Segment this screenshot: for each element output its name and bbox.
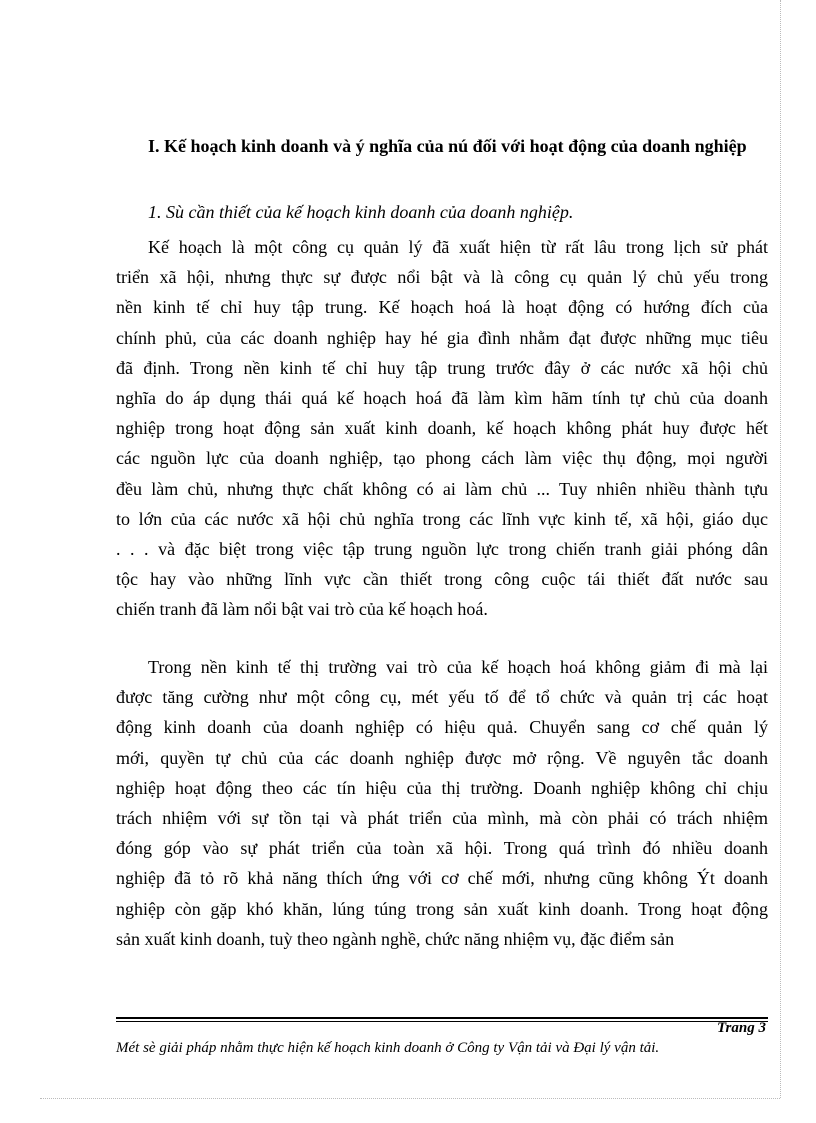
page-number: Trang 3 [716, 1020, 766, 1036]
paragraph-line: nền kinh tế chỉ huy tập trung. Kế hoạch hoá là hoạt động có hướng đích của [116, 297, 768, 318]
paragraph-1 [116, 232, 768, 625]
paragraph-line: triển xã hội, nhưng thực sự được nổi bật và là công cụ quản lý chủ yếu trong [116, 267, 768, 288]
paragraph-line: nghiệp còn gặp khó khăn, lúng túng trong sản xuất kinh doanh. Trong hoạt động [116, 898, 768, 919]
paragraph-line: nghiệp hoạt động theo các tín hiệu của thị trường. Doanh nghiệp không chỉ chịu [116, 777, 768, 798]
paragraph-line: chính phủ, của các doanh nghiệp hay hé gia đình nhằm đạt được những mục tiêu [116, 327, 768, 348]
paragraph-line: tộc hay vào những lĩnh vực cần thiết trong công cuộc tái thiết đất nước sau [116, 569, 768, 590]
footer-divider-thin [116, 1021, 768, 1022]
subsection-heading: 1. Sù cần thiết của kế hoạch kinh doanh của doanh nghiệp. [148, 202, 574, 222]
section-heading: I. Kế hoạch kinh doanh và ý nghĩa của nú đối với hoạt động của doanh nghiệp [148, 136, 747, 156]
footer-title: Mét sè giải pháp nhằm thực hiện kế hoạch kinh doanh ở Công ty Vận tải và Đại lý vận tải. [116, 1040, 660, 1056]
page-border-right [780, 0, 781, 1098]
paragraph-line: nghiệp trong hoạt động sản xuất kinh doanh, kế hoạch không phát huy được hết [116, 418, 768, 439]
footer-divider [116, 1017, 768, 1019]
paragraph-line: to lớn của các nước xã hội chủ nghĩa trong các lĩnh vực kinh tế, xã hội, giáo dục [116, 508, 768, 529]
paragraph-line: Kế hoạch là một công cụ quản lý đã xuất hiện từ rất lâu trong lịch sử phát [148, 237, 768, 257]
paragraph-line: . . . và đặc biệt trong việc tập trung nguồn lực trong chiến tranh giải phóng dân [116, 539, 768, 560]
paragraph-line: sản xuất kinh doanh, tuỳ theo ngành nghề, chức năng nhiệm vụ, đặc điểm sản [116, 928, 675, 949]
paragraph-line: nghĩa do áp dụng thái quá kế hoạch hoá đã làm kìm hãm tính tự chủ của doanh [116, 388, 768, 409]
paragraph-line: động kinh doanh của doanh nghiệp có hiệu quả. Chuyển sang cơ chế quản lý [116, 717, 768, 738]
paragraph-line: trách nhiệm với sự tồn tại và phát triển của mình, mà còn phải có trách nhiệm [116, 808, 768, 829]
paragraph-line: chiến tranh đã làm nổi bật vai trò của kế hoạch hoá. [116, 599, 488, 620]
paragraph-line: các nguồn lực của doanh nghiệp, tạo phong cách làm việc thụ động, mọi người [116, 448, 768, 469]
paragraph-line: mới, quyền tự chủ của các doanh nghiệp được mở rộng. Về nguyên tắc doanh [116, 747, 768, 768]
paragraph-2 [116, 652, 768, 954]
paragraph-line: Trong nền kinh tế thị trường vai trò của kế hoạch hoá không giảm đi mà lại [148, 657, 768, 677]
paragraph-line: đều làm chủ, nhưng thực chất không có ai làm chủ ... Tuy nhiên nhiều thành tựu [116, 478, 768, 499]
paragraph-line: đã định. Trong nền kinh tế chỉ huy tập trung trước đây ở các nước xã hội chủ [116, 357, 768, 378]
page-border-bottom [40, 1098, 780, 1099]
paragraph-line: nghiệp đã tỏ rõ khả năng thích ứng với cơ chế mới, nhưng cũng không Ýt doanh [116, 868, 768, 889]
paragraph-line: được tăng cường như một công cụ, mét yếu tố để tổ chức và quản trị các hoạt [116, 687, 768, 708]
paragraph-line: đóng góp vào sự phát triển của toàn xã hội. Trong quá trình đó nhiều doanh [116, 838, 768, 859]
